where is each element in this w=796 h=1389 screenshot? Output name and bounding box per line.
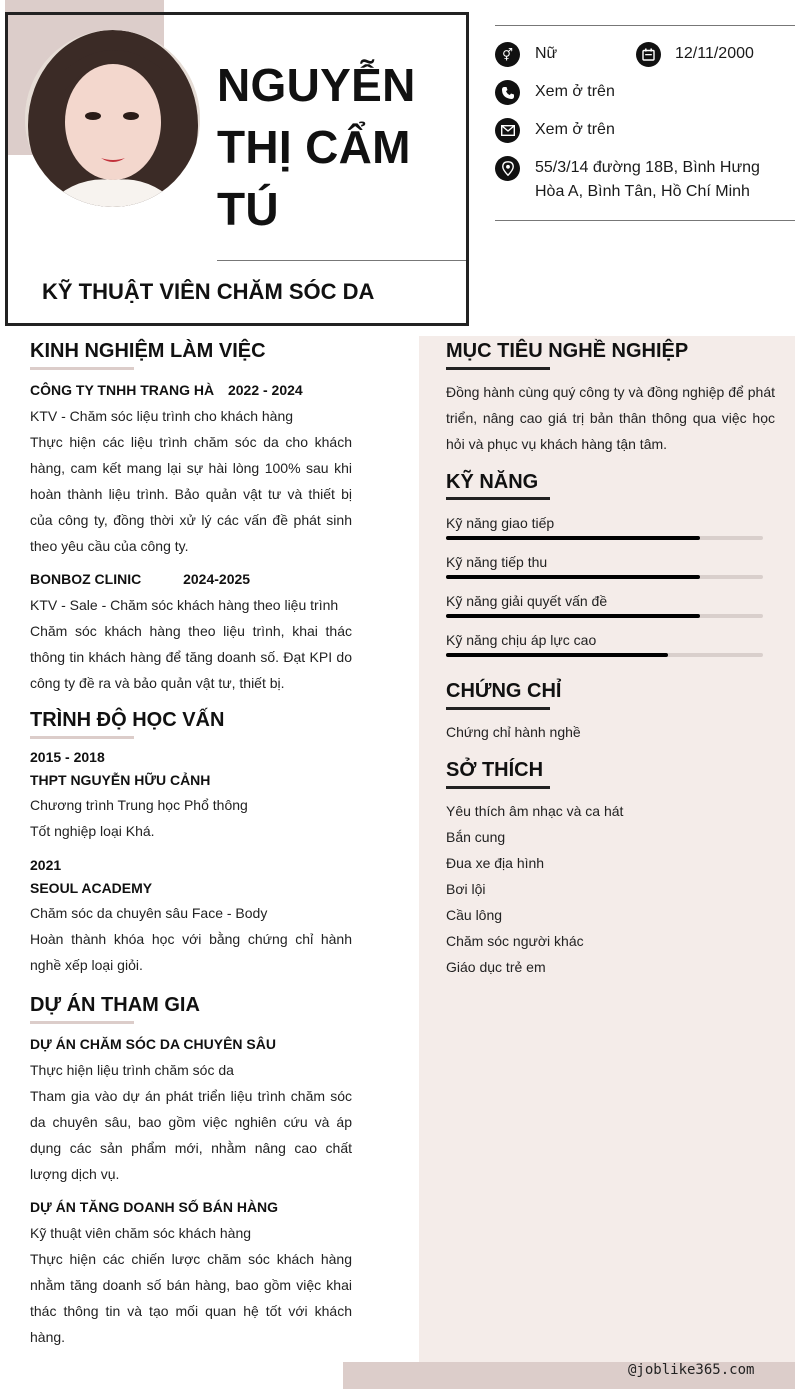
avatar xyxy=(25,30,200,207)
candidate-name xyxy=(217,54,457,240)
project-item xyxy=(30,1194,352,1350)
hobby-item: Đua xe địa hình xyxy=(446,855,545,871)
hobby-item: Bắn cung xyxy=(446,829,506,845)
skill-bar-track xyxy=(446,653,763,657)
skill-bar-fill xyxy=(446,653,668,657)
skills-title-underline xyxy=(446,497,550,500)
objective-section-title: MỤC TIÊU NGHỀ NGHIỆP xyxy=(446,340,689,362)
address-line-2: Hòa A, Bình Tân, Hồ Chí Minh xyxy=(535,183,750,200)
experience-role: KTV - Chăm sóc liệu trình cho khách hàng xyxy=(30,408,294,424)
education-school: THPT NGUYỄN HỮU CẢNH xyxy=(30,772,211,788)
skill-label: Kỹ năng tiếp thu xyxy=(446,554,548,570)
experience-period: 2024-2025 xyxy=(183,571,251,587)
objective-title-underline xyxy=(446,367,550,370)
experience-company: CÔNG TY TNHH TRANG HÀ xyxy=(30,382,215,398)
address-value xyxy=(535,156,760,204)
education-section-title: TRÌNH ĐỘ HỌC VẤN xyxy=(30,709,225,731)
education-school: SEOUL ACADEMY xyxy=(30,880,153,896)
hobby-item: Bơi lội xyxy=(446,881,486,897)
education-item xyxy=(30,746,352,844)
location-icon xyxy=(495,156,520,181)
experience-company: BONBOZ CLINIC xyxy=(30,571,142,587)
certificates-section-title: CHỨNG CHỈ xyxy=(446,680,562,702)
name-line-2: THỊ CẨM xyxy=(217,121,411,173)
job-title: KỸ THUẬT VIÊN CHĂM SÓC DA xyxy=(42,279,375,304)
experience-period: 2022 - 2024 xyxy=(227,382,303,398)
phone-icon xyxy=(495,80,520,105)
experience-role: KTV - Sale - Chăm sóc khách hàng theo liệu trình xyxy=(30,597,339,613)
skill-bar-track xyxy=(446,536,763,540)
address-line-1: 55/3/14 đường 18B, Bình Hưng xyxy=(535,159,760,176)
project-description: Tham gia vào dự án phát triển liệu trình chăm sóc da chuyên sâu, bao gồm việc nghiên cứu và áp dụng các sản phẩm mới, nhằm nâng cao chất lượng dịch vụ. xyxy=(30,1088,352,1182)
skills-section-title: KỸ NĂNG xyxy=(446,471,539,493)
phone-value: Xem ở trên xyxy=(535,83,615,100)
skill-bar-track xyxy=(446,575,763,579)
experience-item xyxy=(30,377,352,559)
education-period: 2021 xyxy=(30,857,62,873)
name-line-1: NGUYỄN xyxy=(217,59,416,111)
name-line-3: TÚ xyxy=(217,183,279,235)
skill-label: Kỹ năng giao tiếp xyxy=(446,515,555,531)
project-name: DỰ ÁN CHĂM SÓC DA CHUYÊN SÂU xyxy=(30,1036,276,1052)
education-period: 2015 - 2018 xyxy=(30,749,105,765)
email-value: Xem ở trên xyxy=(535,121,615,138)
certificates-title-underline xyxy=(446,707,550,710)
hobby-item: Yêu thích âm nhạc và ca hát xyxy=(446,803,624,819)
skill-label: Kỹ năng chịu áp lực cao xyxy=(446,632,597,648)
skill-bar-fill xyxy=(446,614,700,618)
education-result: Tốt nghiệp loại Khá. xyxy=(30,823,155,839)
experience-heading xyxy=(30,566,352,592)
education-item xyxy=(30,854,352,978)
skill-label: Kỹ năng giải quyết vấn đề xyxy=(446,593,608,609)
experience-item xyxy=(30,566,352,696)
experience-heading xyxy=(30,377,352,403)
objective-text: Đồng hành cùng quý công ty và đồng nghiệp để phát triển, nâng cao giá trị bản thân thông qua việc học hỏi và phục vụ khách hàng tận tâm. xyxy=(446,384,775,452)
contact-bottom-divider xyxy=(495,220,795,221)
experience-section-title: KINH NGHIỆM LÀM VIỆC xyxy=(30,340,266,362)
hobby-item: Cầu lông xyxy=(446,907,503,923)
projects-section-title: DỰ ÁN THAM GIA xyxy=(30,994,200,1016)
email-icon xyxy=(495,118,520,143)
skill-bar-track xyxy=(446,614,763,618)
project-role: Kỹ thuật viên chăm sóc khách hàng xyxy=(30,1225,252,1241)
certificate-item: Chứng chỉ hành nghề xyxy=(446,724,581,740)
gender-value: Nữ xyxy=(535,45,558,62)
avatar-photo xyxy=(25,30,200,207)
project-description: Thực hiện các chiến lược chăm sóc khách hàng nhằm tăng doanh số bán hàng, bao gồm việc khai thác thông tin và tạo mối quan hệ tốt với khách hàng. xyxy=(30,1251,352,1345)
education-program: Chăm sóc da chuyên sâu Face - Body xyxy=(30,905,268,921)
project-name: DỰ ÁN TĂNG DOANH SỐ BÁN HÀNG xyxy=(30,1199,279,1215)
experience-description: Thực hiện các liệu trình chăm sóc da cho khách hàng, cam kết mang lại sự hài lòng 100% sau khi hoàn thành liệu trình. Bảo quản vật tư và thiết bị của công ty, đồng thời xử lý các vấn đề phát sinh theo yêu cầu của công ty. xyxy=(30,434,352,554)
education-title-underline xyxy=(30,736,134,739)
skill-bar-fill xyxy=(446,575,700,579)
contact-top-divider xyxy=(495,25,795,26)
birthdate-value: 12/11/2000 xyxy=(675,45,754,62)
experience-title-underline xyxy=(30,367,134,370)
hobbies-list xyxy=(446,798,623,980)
education-program: Chương trình Trung học Phổ thông xyxy=(30,797,248,813)
calendar-icon xyxy=(636,42,661,67)
hobbies-section-title: SỞ THÍCH xyxy=(446,759,544,781)
project-item xyxy=(30,1031,352,1187)
experience-description: Chăm sóc khách hàng theo liệu trình, khai thác thông tin khách hàng để tăng doanh số. Đạt KPI do công ty đề ra và bảo quản vật tư, thiết bị. xyxy=(30,623,352,691)
name-divider xyxy=(217,260,466,261)
education-result: Hoàn thành khóa học với bằng chứng chỉ hành nghề xếp loại giỏi. xyxy=(30,931,352,973)
hobby-item: Giáo dục trẻ em xyxy=(446,959,546,975)
project-role: Thực hiện liệu trình chăm sóc da xyxy=(30,1062,234,1078)
skill-bar-fill xyxy=(446,536,700,540)
hobbies-title-underline xyxy=(446,786,550,789)
projects-title-underline xyxy=(30,1021,134,1024)
gender-icon: ⚥ xyxy=(495,42,520,67)
footer-watermark: @joblike365.com xyxy=(628,1362,755,1378)
hobby-item: Chăm sóc người khác xyxy=(446,933,584,949)
